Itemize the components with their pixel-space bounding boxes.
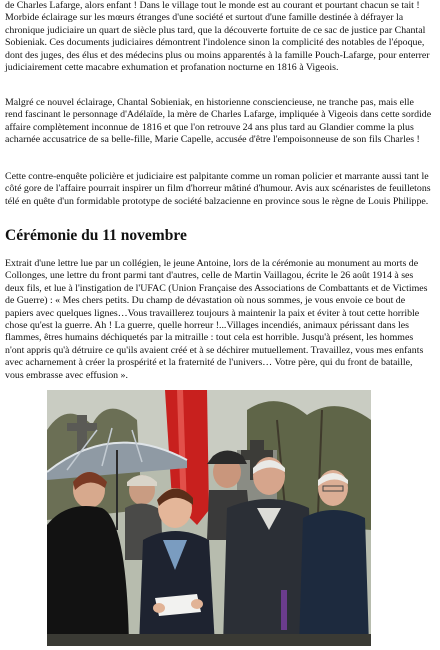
article-paragraph: Extrait d'une lettre lue par un collégien, le jeune Antoine, lors de la cérémonie au monument au morts de Collonges, une lettre du front parmi tant d'autres, celle de Martin Vaillagou, écrite le 26 août 1914 à ses deux fils, et lue à l'instigation de l'UFAC (Union Française des Associations de Combattants et de Victimes de Guerre) : « Mes chers petits. Du champ de dévastation où nous sommes, je vous envoie ce bout de papiers avec quelques lignes…Vous travaillerez toujours à maintenir la paix et éviter à tout cette horrible chose qu'est la guerre. Ah ! La guerre, quelle horreur !...Villages incendiés, animaux périssant dans les flammes, êtres humains déchiquetés par la mitraille : tout cela est horrible. Jusqu'à présent, les hommes n'ont appris qu'à détruire ce qu'ils avaient créé et à se déchirer mutuellement. Travaillez, vous mes enfants avec acharnement à créer la prospérité et la fraternité de l'univers… Votre père, qui du front de bataille, vous embrasse avec effusion ». — [5, 258, 428, 381]
section-title: Cérémonie du 11 novembre — [5, 227, 187, 244]
article-paragraph: Cette contre-enquête policière et judiciaire est palpitante comme un roman policier et marrante aussi tant le côté gore de l'affaire pourrait inspirer un film d'horreur mâtiné d'humour. Avis aux scénaristes de feuilletons télé en quête d'un formidable prototype de société balzacienne en province sous le règne de Louis Philippe. — [5, 171, 431, 207]
article-paragraph: de Charles Lafarge, alors enfant ! Dans le village tout le monde est au courant et pourtant chacun se tait ! Morbide éclairage sur les mœurs étranges d'une société et surtout d'une famille destinée à défrayer la chronique judiciaire un quart de siècle plus tard, que la découverte fortuite de ce sac de justice par Chantal Sobieniak. Ces documents judiciaires démontrent l'indolence sinon la complicité des notables de l'époque, dont des juges, des élus et des médecins plus ou moins apparentés à la famille Pouch-Lafarge, pour enterrer judiciairement cette macabre exhumation et profanation nocturne en 1816 à Vigeois. — [5, 0, 430, 74]
ceremony-photo — [47, 390, 371, 646]
article-paragraph: Malgré ce nouvel éclairage, Chantal Sobieniak, en historienne consciencieuse, ne tranche pas, mais elle rend fascinant le personnage d'Adélaïde, la mère de Charles Lafarge, impliquée à Vigeois dans cette sordide affaire complètement inconnue de 1816 et que l'on retrouve 24 ans plus tard au Glandier comme la plus acharnée accusatrice de sa belle-fille, Marie Capelle, accusée d'être l'empoisonneuse de son fils Charles ! — [5, 97, 432, 146]
